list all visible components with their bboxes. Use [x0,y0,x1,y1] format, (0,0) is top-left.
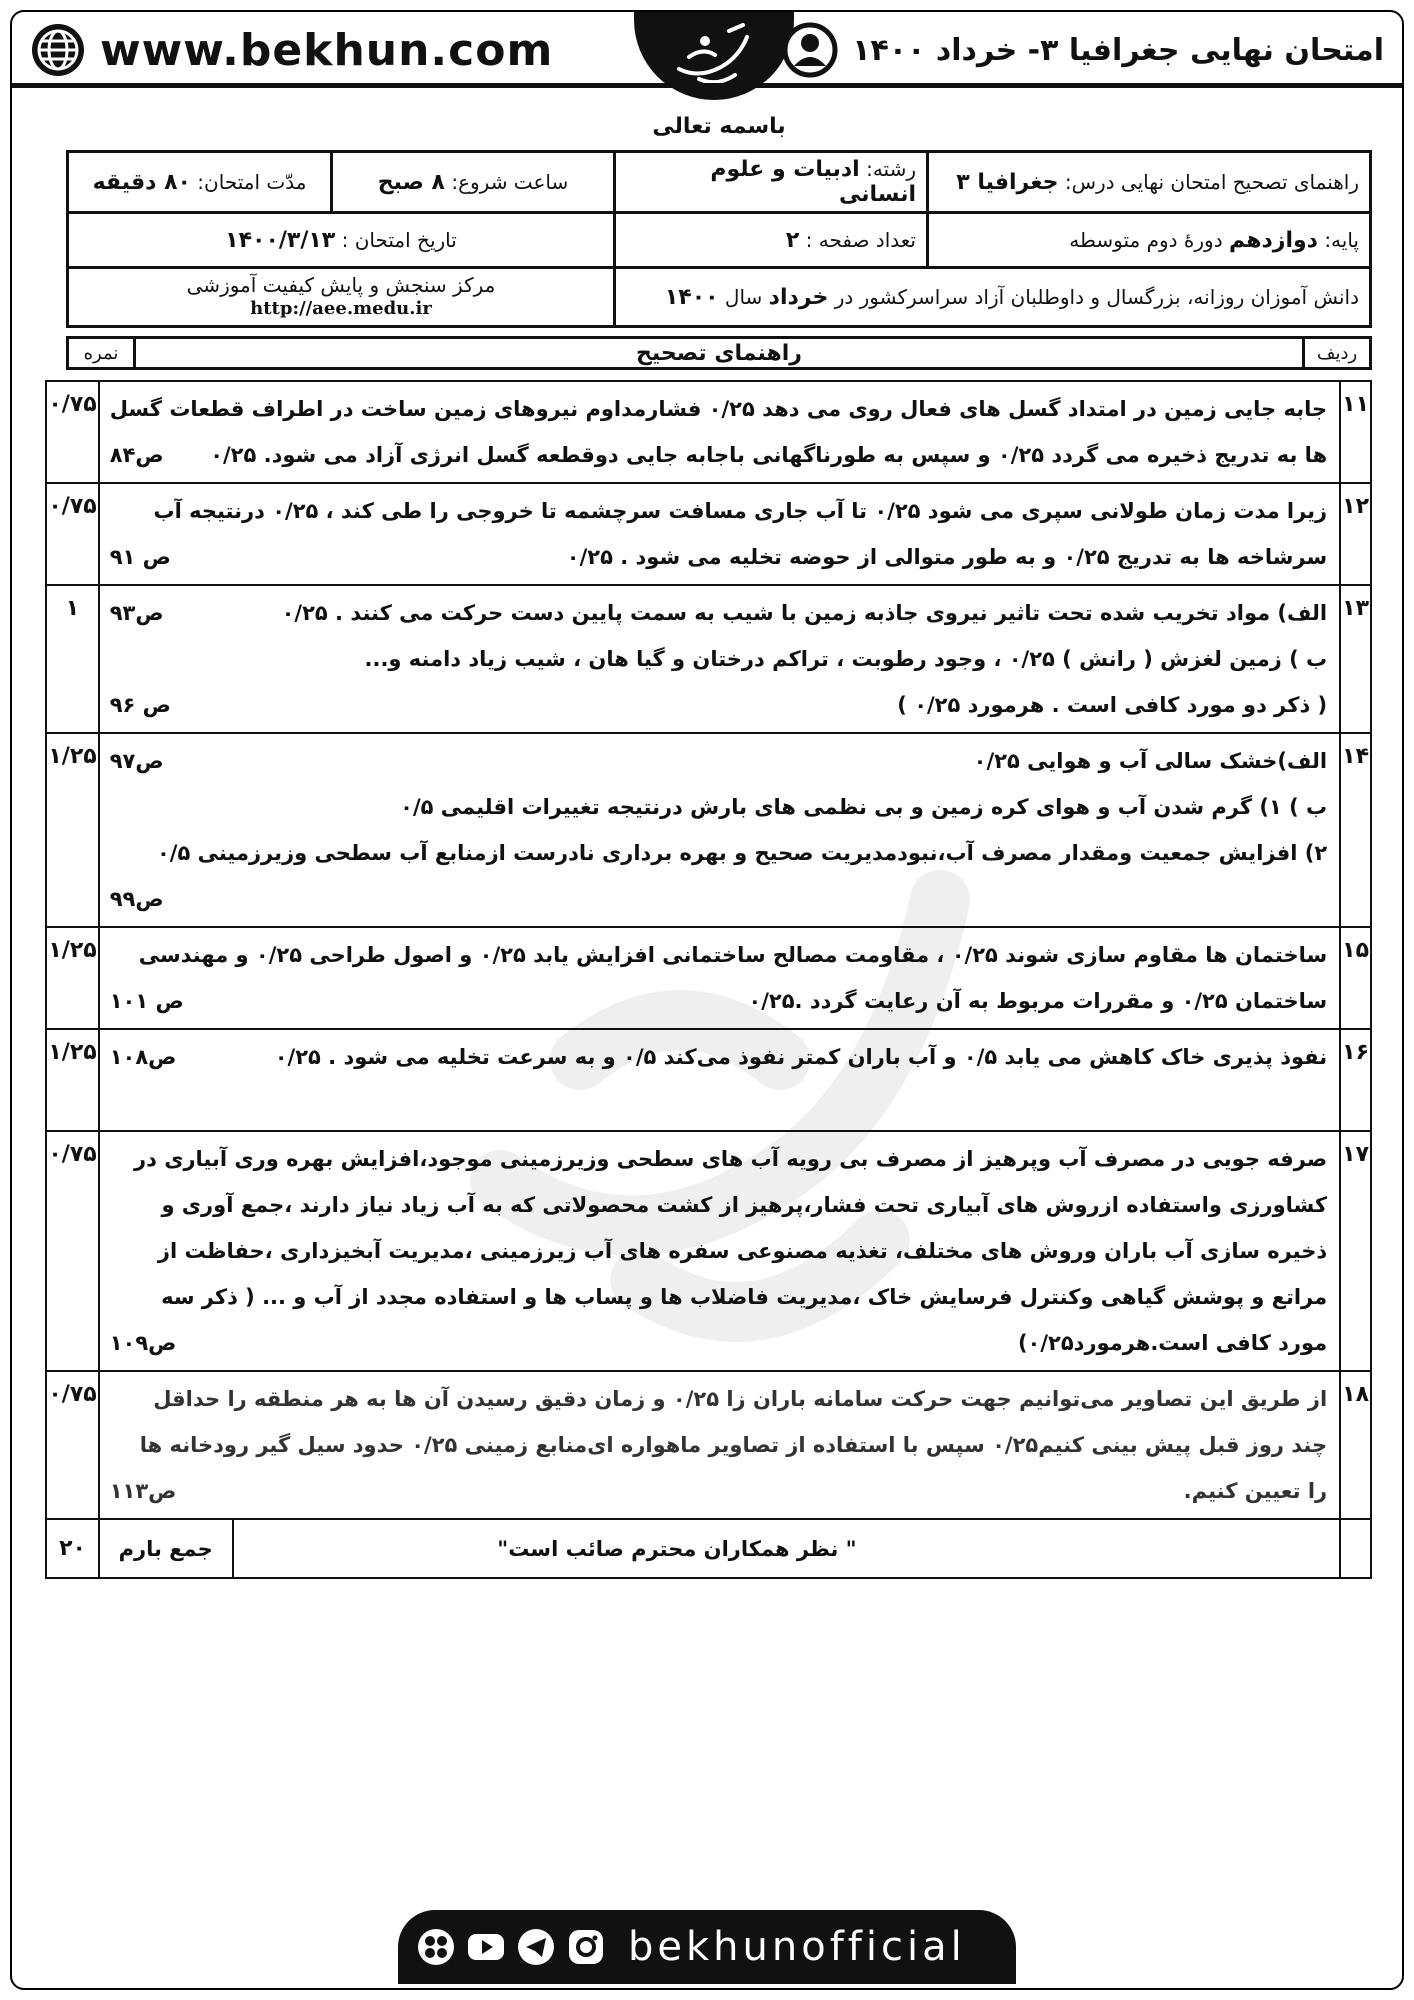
title-header: راهنمای تصحیح [135,338,1304,369]
question-number: ۱۵ [1340,927,1371,1029]
youtube-icon[interactable] [466,1927,506,1967]
answer-line-text: ( ذکر دو مورد کافی است . هرمورد ۰/۲۵ ) [897,693,1328,717]
answer-text [99,1029,1340,1131]
answer-line-text: جابه جایی زمین در امتداد گسل های فعال روی می دهد ۰/۲۵ فشارمداوم نیروهای زمین ساخت در اطراف قطعات گسل [109,397,1328,421]
answer-line-text: از طریق این تصاویر می‌توانیم جهت حرکت سامانه باران زا ۰/۲۵ و زمان دقیق رسیدن آن ها به هر منطقه را حداقل [153,1387,1328,1411]
total-empty [1340,1519,1371,1578]
page-reference: ص۱۰۸ [109,1045,177,1069]
grade-value: دوازدهم [1228,227,1318,253]
page-reference: ص۸۴ [109,443,164,467]
center-cell [68,268,615,327]
pages-cell [615,213,928,268]
social-handle[interactable]: bekhunofficial [628,1924,966,1970]
answer-line-text: ها به تدریج ذخیره می گردد ۰/۲۵ و سپس به طورناگهانی باجابه جایی دوقطعه گسل انرژی آزاد می شود. ۰/۲۵ [210,443,1328,467]
question-number: ۱۷ [1340,1131,1371,1371]
answer-line-text: را تعیین کنیم. [1183,1479,1328,1503]
aparat-icon[interactable] [416,1927,456,1967]
answer-line-text: ۲) افزایش جمعیت ومقدار مصرف آب،نبودمدیریت صحیح و بهره برداری نادرست ازمنابع آب سطحی وزیرزمینی ۰/۵ [156,841,1328,865]
answer-line [110,1376,1327,1422]
answer-line [110,1034,1327,1080]
question-number: ۱۳ [1340,585,1371,733]
answer-line-text: ساختمان ها مقاوم سازی شوند ۰/۲۵ ، مقاومت مصالح ساختمانی افزایش یابد ۰/۲۵ و اصول طراحی ۰/۲۵ و مهندسی [138,943,1328,967]
answer-line-text: الف) مواد تخریب شده تحت تاثیر نیروی جاذبه زمین با شیب به سمت پایین دست حرکت می کنند . ۰/۲۵ [281,601,1328,625]
question-score: ۱/۲۵ [46,1029,98,1131]
social-footer [398,1910,1016,1984]
page-reference: ص ۱۰۱ [109,989,184,1013]
answer-line-text: ذخیره سازی آب باران وروش های مختلف، تغذیه مصنوعی سفره های آب زیرزمینی ،مدیریت آبخیزداری ،حفاظت از [157,1239,1328,1263]
question-row [46,483,1371,585]
duration-cell [68,152,332,213]
audience-year-label: سال [724,284,763,309]
date-value: ۱۴۰۰/۳/۱۳ [225,227,336,253]
center-name: مرکز سنجش و پایش کیفیت آموزشی [186,273,496,297]
center-url[interactable]: http://aee.medu.ir [250,298,432,319]
page-reference: ص۱۱۳ [109,1479,177,1503]
telegram-icon[interactable] [516,1927,556,1967]
question-score: ۰/۷۵ [46,1371,98,1519]
answer-line-text: ب ) زمین لغزش ( رانش ) ۰/۲۵ ، وجود رطوبت ، تراکم درختان و گیا هان ، شیب زیاد دامنه و... [364,647,1328,671]
answer-text [99,1131,1340,1371]
doc-heading: باسمه تعالی [652,114,786,139]
course-value: جغرافیا ۳ [956,169,1059,195]
person-icon [782,22,838,78]
grade-label: پایه: [1324,227,1359,252]
question-row [46,585,1371,733]
answer-text [99,733,1340,927]
answer-line-text: چند روز قبل پیش بینی کنیم۰/۲۵ سپس با استفاده از تصاویر ماهواره ای‌منابع زمینی ۰/۲۵ حدود سیل گیر رودخانه ها [139,1433,1328,1457]
globe-icon [30,22,86,78]
answer-line [110,932,1327,978]
answer-line [110,534,1327,580]
exam-title-block [782,22,1384,78]
answer-line [110,1136,1327,1182]
date-label: تاریخ امتحان : [341,227,457,252]
question-row [46,733,1371,927]
start-cell [332,152,615,213]
answer-line [110,830,1327,876]
total-label: جمع بارم [99,1519,233,1578]
audience-year: ۱۴۰۰ [664,284,719,310]
question-row [46,381,1371,483]
grade-rest: دورهٔ دوم متوسطه [1069,227,1223,252]
answer-line [110,1320,1327,1366]
page-reference: ص۹۷ [109,749,164,773]
answer-line [110,488,1327,534]
answer-line [110,1422,1327,1468]
field-label: رشته: [866,157,916,181]
answer-text [99,381,1340,483]
field-cell [615,152,928,213]
question-score: ۱/۲۵ [46,733,98,927]
page-reference: ص۹۹ [109,887,164,911]
answer-key-document [48,96,1372,1579]
top-header [12,12,1402,88]
question-score: ۰/۷۵ [46,483,98,585]
field-value: ادبیات و علوم انسانی [710,157,916,207]
answers-table [45,380,1372,1579]
page-reference: ص ۹۱ [109,545,171,569]
answer-line-text: کشاورزی واستفاده ازروش های آبیاری تحت فشار،پرهیز از کشت محصولاتی که به آب زیاد نیاز دارند ،جمع آوری و [161,1193,1328,1217]
audience-cell [615,268,1371,327]
page-reference: ص۱۰۹ [109,1331,177,1355]
total-row [46,1519,1371,1578]
answer-line [110,978,1327,1024]
start-label: ساعت شروع: [451,169,569,194]
page-reference: ص ۹۶ [109,693,171,717]
course-cell [928,152,1371,213]
answer-line-text: ب ) ۱) گرم شدن آب و هوای کره زمین و بی نظمی های بارش درنتیجه تغییرات اقلیمی ۰/۵ [400,795,1328,819]
exam-title: امتحان نهایی جغرافیا ۳- خرداد ۱۴۰۰ [852,32,1384,68]
audience-month: خرداد [768,284,829,310]
answer-line [110,682,1327,728]
question-number: ۱۲ [1340,483,1371,585]
duration-label: مدّت امتحان: [197,169,307,194]
answer-line-text: مورد کافی است.هرمورد۰/۲۵) [1017,1331,1328,1355]
grade-cell [928,213,1371,268]
start-value: ۸ صبح [377,169,445,195]
question-number: ۱۶ [1340,1029,1371,1131]
answer-text [99,483,1340,585]
answer-text [99,1371,1340,1519]
answer-line-text: صرفه جویی در مصرف آب وپرهیز از مصرف بی رویه آب های سطحی وزیرزمینی موجود،افزایش بهره وری آبیاری در [134,1147,1328,1171]
question-number: ۱۱ [1340,381,1371,483]
answer-line [110,1228,1327,1274]
score-header: نمره [68,338,135,369]
answer-line-text: نفوذ پذیری خاک کاهش می یابد ۰/۵ و آب باران کمتر نفوذ می‌کند ۰/۵ و به سرعت تخلیه می شود . ۰/۲۵ [274,1045,1328,1069]
question-number: ۱۸ [1340,1371,1371,1519]
page-reference: ص۹۳ [109,601,164,625]
answer-line [110,590,1327,636]
answers-header [66,336,1372,370]
answer-line-text: مراتع و پوشش گیاهی وکنترل فرسایش خاک ،مدیریت فاضلاب ها و پساب ها و استفاده مجدد از آب و ... ( ذکر سه [161,1285,1328,1309]
answer-line [110,1182,1327,1228]
website-brand[interactable] [30,22,553,78]
question-row [46,1371,1371,1519]
total-value: ۲۰ [46,1519,98,1578]
row-header: ردیف [1304,338,1371,369]
duration-value: ۸۰ دقیقه [92,169,191,195]
question-score: ۰/۷۵ [46,381,98,483]
question-row [46,1131,1371,1371]
answer-line [110,1468,1327,1514]
question-score: ۱/۲۵ [46,927,98,1029]
answer-line [110,636,1327,682]
answer-line-text: زیرا مدت زمان طولانی سپری می شود ۰/۲۵ تا آب جاری مسافت سرچشمه تا خروجی را طی کند ، ۰/۲۵ درنتیجه آب [153,499,1328,523]
question-score: ۰/۷۵ [46,1131,98,1371]
answer-line-text: سرشاخه ها به تدریج ۰/۲۵ و به طور متوالی از حوضه تخلیه می شود . ۰/۲۵ [566,545,1328,569]
answer-line [110,432,1327,478]
pages-label: تعداد صفحه : [805,227,916,252]
question-row [46,927,1371,1029]
answer-text [99,585,1340,733]
answer-line-text: الف)خشک سالی آب و هوایی ۰/۲۵ [973,749,1328,773]
question-score: ۱ [46,585,98,733]
exam-info-table [66,150,1372,328]
header-divider [12,83,1402,88]
answer-line [110,1080,1327,1126]
question-number: ۱۴ [1340,733,1371,927]
instagram-icon[interactable] [566,1927,606,1967]
answer-text [99,927,1340,1029]
answer-line [110,738,1327,784]
course-label: راهنمای تصحیح امتحان نهایی درس: [1064,169,1359,194]
footer-note: " نظر همکاران محترم صائب است" [233,1519,1340,1578]
answer-line-text: ساختمان ۰/۲۵ و مقررات مربوط به آن رعایت گردد .۰/۲۵ [748,989,1328,1013]
question-row [46,1029,1371,1131]
audience-text: دانش آموزان روزانه، بزرگسال و داوطلبان آزاد سراسرکشور در [834,284,1359,309]
date-cell [68,213,615,268]
answer-line [110,386,1327,432]
answer-line [110,1274,1327,1320]
website-url[interactable]: www.bekhun.com [100,24,554,76]
answer-line [110,784,1327,830]
pages-value: ۲ [785,227,800,253]
